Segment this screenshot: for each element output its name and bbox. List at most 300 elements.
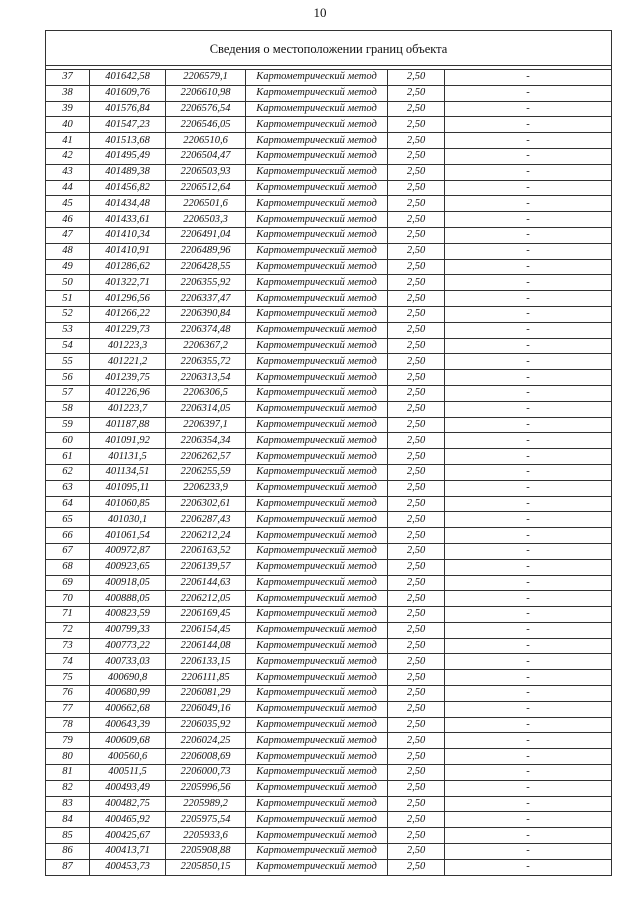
- table-row: [46, 575, 612, 591]
- y-coordinate-cell: 2205996,56: [166, 780, 246, 796]
- x-coordinate-cell: 401030,1: [90, 512, 166, 528]
- accuracy-cell: 2,50: [388, 148, 445, 164]
- x-coordinate-cell: 400823,59: [90, 607, 166, 623]
- description-cell: -: [445, 291, 612, 307]
- x-coordinate-cell: 400918,05: [90, 575, 166, 591]
- description-cell: -: [445, 717, 612, 733]
- method-cell: Картометрический метод: [246, 733, 388, 749]
- table-row: [46, 449, 612, 465]
- method-cell: Картометрический метод: [246, 306, 388, 322]
- table-row: [46, 717, 612, 733]
- x-coordinate-cell: 400413,71: [90, 844, 166, 860]
- method-cell: Картометрический метод: [246, 449, 388, 465]
- method-cell: Картометрический метод: [246, 70, 388, 86]
- point-number-cell: 64: [46, 496, 90, 512]
- x-coordinate-cell: 401091,92: [90, 433, 166, 449]
- x-coordinate-cell: 400923,65: [90, 559, 166, 575]
- x-coordinate-cell: 401433,61: [90, 212, 166, 228]
- accuracy-cell: 2,50: [388, 101, 445, 117]
- accuracy-cell: 2,50: [388, 496, 445, 512]
- point-number-cell: 44: [46, 180, 90, 196]
- accuracy-cell: 2,50: [388, 765, 445, 781]
- y-coordinate-cell: 2206501,6: [166, 196, 246, 212]
- accuracy-cell: 2,50: [388, 733, 445, 749]
- point-number-cell: 59: [46, 417, 90, 433]
- description-cell: -: [445, 638, 612, 654]
- table-row: [46, 796, 612, 812]
- table-row: [46, 496, 612, 512]
- table-row: [46, 828, 612, 844]
- point-number-cell: 52: [46, 306, 90, 322]
- method-cell: Картометрический метод: [246, 512, 388, 528]
- table-row: [46, 243, 612, 259]
- accuracy-cell: 2,50: [388, 370, 445, 386]
- x-coordinate-cell: 401131,5: [90, 449, 166, 465]
- x-coordinate-cell: 401456,82: [90, 180, 166, 196]
- y-coordinate-cell: 2206306,5: [166, 385, 246, 401]
- y-coordinate-cell: 2206169,45: [166, 607, 246, 623]
- point-number-cell: 51: [46, 291, 90, 307]
- table-row: [46, 133, 612, 149]
- method-cell: Картометрический метод: [246, 291, 388, 307]
- x-coordinate-cell: 400733,03: [90, 654, 166, 670]
- point-number-cell: 82: [46, 780, 90, 796]
- description-cell: -: [445, 370, 612, 386]
- method-cell: Картометрический метод: [246, 670, 388, 686]
- point-number-cell: 67: [46, 543, 90, 559]
- point-number-cell: 72: [46, 622, 90, 638]
- x-coordinate-cell: 400465,92: [90, 812, 166, 828]
- x-coordinate-cell: 400609,68: [90, 733, 166, 749]
- description-cell: -: [445, 749, 612, 765]
- accuracy-cell: 2,50: [388, 844, 445, 860]
- y-coordinate-cell: 2206313,54: [166, 370, 246, 386]
- description-cell: -: [445, 417, 612, 433]
- y-coordinate-cell: 2206428,55: [166, 259, 246, 275]
- accuracy-cell: 2,50: [388, 622, 445, 638]
- y-coordinate-cell: 2206049,16: [166, 701, 246, 717]
- method-cell: Картометрический метод: [246, 749, 388, 765]
- method-cell: Картометрический метод: [246, 164, 388, 180]
- description-cell: -: [445, 528, 612, 544]
- description-cell: -: [445, 212, 612, 228]
- point-number-cell: 46: [46, 212, 90, 228]
- x-coordinate-cell: 400799,33: [90, 622, 166, 638]
- y-coordinate-cell: 2206504,47: [166, 148, 246, 164]
- table-row: [46, 291, 612, 307]
- table-row: [46, 638, 612, 654]
- description-cell: -: [445, 780, 612, 796]
- y-coordinate-cell: 2206163,52: [166, 543, 246, 559]
- y-coordinate-cell: 2206139,57: [166, 559, 246, 575]
- table-row: [46, 70, 612, 86]
- point-number-cell: 66: [46, 528, 90, 544]
- accuracy-cell: 2,50: [388, 591, 445, 607]
- accuracy-cell: 2,50: [388, 670, 445, 686]
- accuracy-cell: 2,50: [388, 417, 445, 433]
- y-coordinate-cell: 2206390,84: [166, 306, 246, 322]
- description-cell: -: [445, 306, 612, 322]
- y-coordinate-cell: 2206546,05: [166, 117, 246, 133]
- description-cell: -: [445, 591, 612, 607]
- method-cell: Картометрический метод: [246, 227, 388, 243]
- y-coordinate-cell: 2206314,05: [166, 401, 246, 417]
- description-cell: -: [445, 243, 612, 259]
- method-cell: Картометрический метод: [246, 354, 388, 370]
- method-cell: Картометрический метод: [246, 259, 388, 275]
- table-row: [46, 164, 612, 180]
- y-coordinate-cell: 2206374,48: [166, 322, 246, 338]
- y-coordinate-cell: 2206576,54: [166, 101, 246, 117]
- point-number-cell: 83: [46, 796, 90, 812]
- table-row: [46, 212, 612, 228]
- method-cell: Картометрический метод: [246, 480, 388, 496]
- y-coordinate-cell: 2206212,24: [166, 528, 246, 544]
- point-number-cell: 42: [46, 148, 90, 164]
- y-coordinate-cell: 2206024,25: [166, 733, 246, 749]
- x-coordinate-cell: 401226,96: [90, 385, 166, 401]
- x-coordinate-cell: 400425,67: [90, 828, 166, 844]
- table-row: [46, 306, 612, 322]
- point-number-cell: 73: [46, 638, 90, 654]
- x-coordinate-cell: 401266,22: [90, 306, 166, 322]
- description-cell: -: [445, 70, 612, 86]
- description-cell: -: [445, 227, 612, 243]
- x-coordinate-cell: 400972,87: [90, 543, 166, 559]
- accuracy-cell: 2,50: [388, 433, 445, 449]
- y-coordinate-cell: 2206503,93: [166, 164, 246, 180]
- method-cell: Картометрический метод: [246, 322, 388, 338]
- method-cell: Картометрический метод: [246, 101, 388, 117]
- accuracy-cell: 2,50: [388, 322, 445, 338]
- method-cell: Картометрический метод: [246, 828, 388, 844]
- y-coordinate-cell: 2206337,47: [166, 291, 246, 307]
- point-number-cell: 40: [46, 117, 90, 133]
- x-coordinate-cell: 401221,2: [90, 354, 166, 370]
- y-coordinate-cell: 2206489,96: [166, 243, 246, 259]
- description-cell: -: [445, 607, 612, 623]
- table-row: [46, 464, 612, 480]
- table-row: [46, 196, 612, 212]
- table-row: [46, 765, 612, 781]
- y-coordinate-cell: 2205989,2: [166, 796, 246, 812]
- point-number-cell: 60: [46, 433, 90, 449]
- y-coordinate-cell: 2206035,92: [166, 717, 246, 733]
- x-coordinate-cell: 400560,6: [90, 749, 166, 765]
- point-number-cell: 49: [46, 259, 90, 275]
- x-coordinate-cell: 401434,48: [90, 196, 166, 212]
- accuracy-cell: 2,50: [388, 133, 445, 149]
- description-cell: -: [445, 164, 612, 180]
- x-coordinate-cell: 400773,22: [90, 638, 166, 654]
- x-coordinate-cell: 400680,99: [90, 686, 166, 702]
- point-number-cell: 76: [46, 686, 90, 702]
- x-coordinate-cell: 401322,71: [90, 275, 166, 291]
- method-cell: Картометрический метод: [246, 765, 388, 781]
- y-coordinate-cell: 2206144,63: [166, 575, 246, 591]
- method-cell: Картометрический метод: [246, 370, 388, 386]
- method-cell: Картометрический метод: [246, 543, 388, 559]
- method-cell: Картометрический метод: [246, 844, 388, 860]
- point-number-cell: 50: [46, 275, 90, 291]
- table-row: [46, 385, 612, 401]
- boundary-coordinates-table: [45, 30, 612, 876]
- table-row: [46, 780, 612, 796]
- x-coordinate-cell: 400662,68: [90, 701, 166, 717]
- accuracy-cell: 2,50: [388, 559, 445, 575]
- table-row: [46, 401, 612, 417]
- description-cell: -: [445, 654, 612, 670]
- x-coordinate-cell: 401489,38: [90, 164, 166, 180]
- page-number: 10: [313, 5, 327, 20]
- x-coordinate-cell: 401296,56: [90, 291, 166, 307]
- description-cell: -: [445, 101, 612, 117]
- accuracy-cell: 2,50: [388, 117, 445, 133]
- table-row: [46, 117, 612, 133]
- point-number-cell: 79: [46, 733, 90, 749]
- table-row: [46, 180, 612, 196]
- accuracy-cell: 2,50: [388, 275, 445, 291]
- y-coordinate-cell: 2205908,88: [166, 844, 246, 860]
- method-cell: Картометрический метод: [246, 812, 388, 828]
- method-cell: Картометрический метод: [246, 417, 388, 433]
- x-coordinate-cell: 401609,76: [90, 85, 166, 101]
- accuracy-cell: 2,50: [388, 749, 445, 765]
- y-coordinate-cell: 2206008,69: [166, 749, 246, 765]
- accuracy-cell: 2,50: [388, 859, 445, 875]
- table-row: [46, 528, 612, 544]
- table-row: [46, 354, 612, 370]
- description-cell: -: [445, 512, 612, 528]
- x-coordinate-cell: 401239,75: [90, 370, 166, 386]
- y-coordinate-cell: 2206212,05: [166, 591, 246, 607]
- y-coordinate-cell: 2206355,72: [166, 354, 246, 370]
- method-cell: Картометрический метод: [246, 607, 388, 623]
- method-cell: Картометрический метод: [246, 275, 388, 291]
- y-coordinate-cell: 2206233,9: [166, 480, 246, 496]
- method-cell: Картометрический метод: [246, 180, 388, 196]
- point-number-cell: 62: [46, 464, 90, 480]
- y-coordinate-cell: 2206144,08: [166, 638, 246, 654]
- accuracy-cell: 2,50: [388, 227, 445, 243]
- description-cell: -: [445, 622, 612, 638]
- description-cell: -: [445, 733, 612, 749]
- x-coordinate-cell: 401060,85: [90, 496, 166, 512]
- table-row: [46, 543, 612, 559]
- x-coordinate-cell: 401547,23: [90, 117, 166, 133]
- description-cell: -: [445, 464, 612, 480]
- y-coordinate-cell: 2206503,3: [166, 212, 246, 228]
- accuracy-cell: 2,50: [388, 85, 445, 101]
- y-coordinate-cell: 2206000,73: [166, 765, 246, 781]
- point-number-cell: 55: [46, 354, 90, 370]
- method-cell: Картометрический метод: [246, 638, 388, 654]
- x-coordinate-cell: 401513,68: [90, 133, 166, 149]
- x-coordinate-cell: 400888,05: [90, 591, 166, 607]
- table-row: [46, 686, 612, 702]
- x-coordinate-cell: 401223,3: [90, 338, 166, 354]
- description-cell: -: [445, 385, 612, 401]
- x-coordinate-cell: 400482,75: [90, 796, 166, 812]
- method-cell: Картометрический метод: [246, 796, 388, 812]
- y-coordinate-cell: 2206610,98: [166, 85, 246, 101]
- table-row: [46, 370, 612, 386]
- method-cell: Картометрический метод: [246, 575, 388, 591]
- accuracy-cell: 2,50: [388, 449, 445, 465]
- accuracy-cell: 2,50: [388, 70, 445, 86]
- point-number-cell: 85: [46, 828, 90, 844]
- y-coordinate-cell: 2205975,54: [166, 812, 246, 828]
- point-number-cell: 69: [46, 575, 90, 591]
- point-number-cell: 68: [46, 559, 90, 575]
- accuracy-cell: 2,50: [388, 259, 445, 275]
- description-cell: -: [445, 859, 612, 875]
- method-cell: Картометрический метод: [246, 559, 388, 575]
- description-cell: -: [445, 275, 612, 291]
- point-number-cell: 41: [46, 133, 90, 149]
- method-cell: Картометрический метод: [246, 133, 388, 149]
- method-cell: Картометрический метод: [246, 496, 388, 512]
- x-coordinate-cell: 401495,49: [90, 148, 166, 164]
- method-cell: Картометрический метод: [246, 433, 388, 449]
- point-number-cell: 84: [46, 812, 90, 828]
- description-cell: -: [445, 401, 612, 417]
- description-cell: -: [445, 433, 612, 449]
- point-number-cell: 56: [46, 370, 90, 386]
- accuracy-cell: 2,50: [388, 354, 445, 370]
- point-number-cell: 80: [46, 749, 90, 765]
- y-coordinate-cell: 2206262,57: [166, 449, 246, 465]
- x-coordinate-cell: 401286,62: [90, 259, 166, 275]
- table-row: [46, 148, 612, 164]
- table-row: [46, 859, 612, 875]
- description-cell: -: [445, 701, 612, 717]
- point-number-cell: 37: [46, 70, 90, 86]
- point-number-cell: 57: [46, 385, 90, 401]
- point-number-cell: 47: [46, 227, 90, 243]
- table-row: [46, 338, 612, 354]
- accuracy-cell: 2,50: [388, 638, 445, 654]
- point-number-cell: 74: [46, 654, 90, 670]
- accuracy-cell: 2,50: [388, 780, 445, 796]
- point-number-cell: 71: [46, 607, 90, 623]
- accuracy-cell: 2,50: [388, 291, 445, 307]
- x-coordinate-cell: 401229,73: [90, 322, 166, 338]
- description-cell: -: [445, 670, 612, 686]
- x-coordinate-cell: 400690,8: [90, 670, 166, 686]
- description-cell: -: [445, 338, 612, 354]
- accuracy-cell: 2,50: [388, 464, 445, 480]
- method-cell: Картометрический метод: [246, 196, 388, 212]
- table-row: [46, 259, 612, 275]
- point-number-cell: 58: [46, 401, 90, 417]
- y-coordinate-cell: 2206133,15: [166, 654, 246, 670]
- table-row: [46, 433, 612, 449]
- accuracy-cell: 2,50: [388, 828, 445, 844]
- description-cell: -: [445, 354, 612, 370]
- y-coordinate-cell: 2206510,6: [166, 133, 246, 149]
- method-cell: Картометрический метод: [246, 701, 388, 717]
- point-number-cell: 77: [46, 701, 90, 717]
- accuracy-cell: 2,50: [388, 338, 445, 354]
- description-cell: -: [445, 196, 612, 212]
- table-row: [46, 480, 612, 496]
- table-body: [46, 70, 612, 876]
- description-cell: -: [445, 828, 612, 844]
- method-cell: Картометрический метод: [246, 117, 388, 133]
- y-coordinate-cell: 2206367,2: [166, 338, 246, 354]
- method-cell: Картометрический метод: [246, 338, 388, 354]
- accuracy-cell: 2,50: [388, 686, 445, 702]
- point-number-cell: 48: [46, 243, 90, 259]
- table-row: [46, 322, 612, 338]
- y-coordinate-cell: 2206302,61: [166, 496, 246, 512]
- table-row: [46, 417, 612, 433]
- description-cell: -: [445, 180, 612, 196]
- x-coordinate-cell: 401187,88: [90, 417, 166, 433]
- y-coordinate-cell: 2206354,34: [166, 433, 246, 449]
- x-coordinate-cell: 401134,51: [90, 464, 166, 480]
- accuracy-cell: 2,50: [388, 575, 445, 591]
- point-number-cell: 38: [46, 85, 90, 101]
- y-coordinate-cell: 2206512,64: [166, 180, 246, 196]
- description-cell: -: [445, 765, 612, 781]
- table-row: [46, 101, 612, 117]
- table-row: [46, 654, 612, 670]
- accuracy-cell: 2,50: [388, 306, 445, 322]
- table-title: Сведения о местоположении границ объекта: [46, 31, 612, 66]
- description-cell: -: [445, 543, 612, 559]
- table-row: [46, 85, 612, 101]
- point-number-cell: 61: [46, 449, 90, 465]
- table-row: [46, 512, 612, 528]
- point-number-cell: 39: [46, 101, 90, 117]
- table-row: [46, 749, 612, 765]
- description-cell: -: [445, 259, 612, 275]
- method-cell: Картометрический метод: [246, 243, 388, 259]
- point-number-cell: 86: [46, 844, 90, 860]
- table-row: [46, 622, 612, 638]
- table-row: [46, 701, 612, 717]
- method-cell: Картометрический метод: [246, 591, 388, 607]
- method-cell: Картометрический метод: [246, 528, 388, 544]
- accuracy-cell: 2,50: [388, 480, 445, 496]
- x-coordinate-cell: 400453,73: [90, 859, 166, 875]
- accuracy-cell: 2,50: [388, 212, 445, 228]
- accuracy-cell: 2,50: [388, 196, 445, 212]
- method-cell: Картометрический метод: [246, 686, 388, 702]
- accuracy-cell: 2,50: [388, 180, 445, 196]
- y-coordinate-cell: 2206111,85: [166, 670, 246, 686]
- accuracy-cell: 2,50: [388, 401, 445, 417]
- accuracy-cell: 2,50: [388, 654, 445, 670]
- table-row: [46, 670, 612, 686]
- method-cell: Картометрический метод: [246, 148, 388, 164]
- point-number-cell: 70: [46, 591, 90, 607]
- x-coordinate-cell: 401061,54: [90, 528, 166, 544]
- description-cell: -: [445, 322, 612, 338]
- table-row: [46, 591, 612, 607]
- y-coordinate-cell: 2206287,43: [166, 512, 246, 528]
- accuracy-cell: 2,50: [388, 164, 445, 180]
- method-cell: Картометрический метод: [246, 401, 388, 417]
- method-cell: Картометрический метод: [246, 464, 388, 480]
- description-cell: -: [445, 686, 612, 702]
- table-row: [46, 607, 612, 623]
- x-coordinate-cell: 401576,84: [90, 101, 166, 117]
- method-cell: Картометрический метод: [246, 622, 388, 638]
- description-cell: -: [445, 133, 612, 149]
